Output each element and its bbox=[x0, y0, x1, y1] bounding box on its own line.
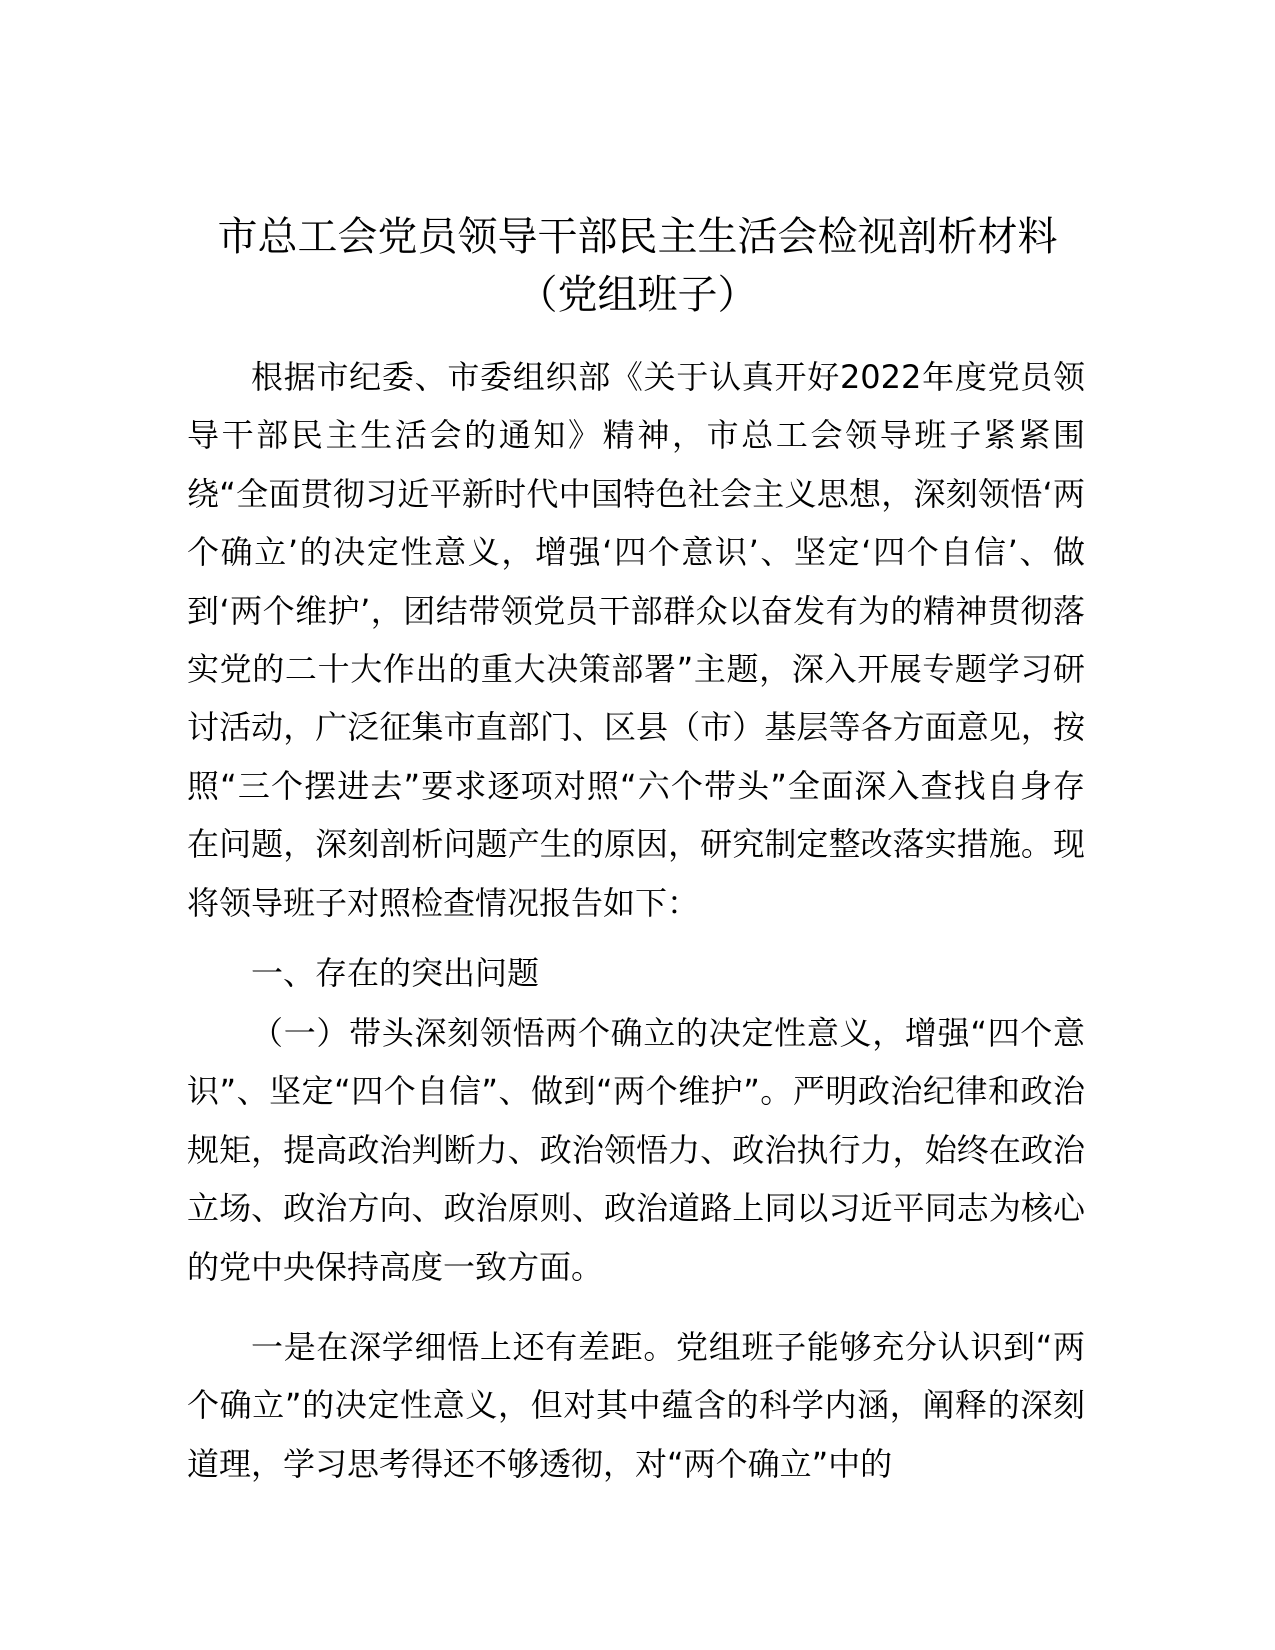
document-title: 市总工会党员领导干部民主生活会检视剖析材料（党组班子） bbox=[217, 214, 1058, 318]
section-heading: 一、存在的突出问题 bbox=[251, 954, 540, 992]
subsection-paragraph: （一）带头深刻领悟两个确立的决定性意义，增强“四个意识”、坚定“四个自信”、做到“两个维护”。严明政治纪律和政治规矩，提高政治判断力、政治领悟力、政治执行力，始终在政治立场、政治方向、政治原则、政治道路上同以习近平同志为核心的党中央保持高度一致方面。 bbox=[187, 1014, 1085, 1286]
intro-paragraph: 根据市纪委、市委组织部《关于认真开好2022年度党员领导干部民主生活会的通知》精神，市总工会领导班子紧紧围绕“全面贯彻习近平新时代中国特色社会主义思想，深刻领悟‘两个确立’的决定性意义，增强‘四个意识’、坚定‘四个自信’、做到‘两个维护’，团结带领党员干部群众以奋发有为的精神贯彻落实党的二十大作出的重大决策部署”主题，深入开展专题学习研讨活动，广泛征集市直部门、区县（市）基层等各方面意见，按照“三个摆进去”要求逐项对照“六个带头”全面深入查找自身存在问题，深刻剖析问题产生的原因，研究制定整改落实措施。现将领导班子对照检查情况报告如下： bbox=[187, 358, 1085, 922]
detail-paragraph: 一是在深学细悟上还有差距。党组班子能够充分认识到“两个确立”的决定性意义，但对其中蕴含的科学内涵，阐释的深刻道理，学习思考得还不够透彻，对“两个确立”中的 bbox=[187, 1328, 1085, 1483]
